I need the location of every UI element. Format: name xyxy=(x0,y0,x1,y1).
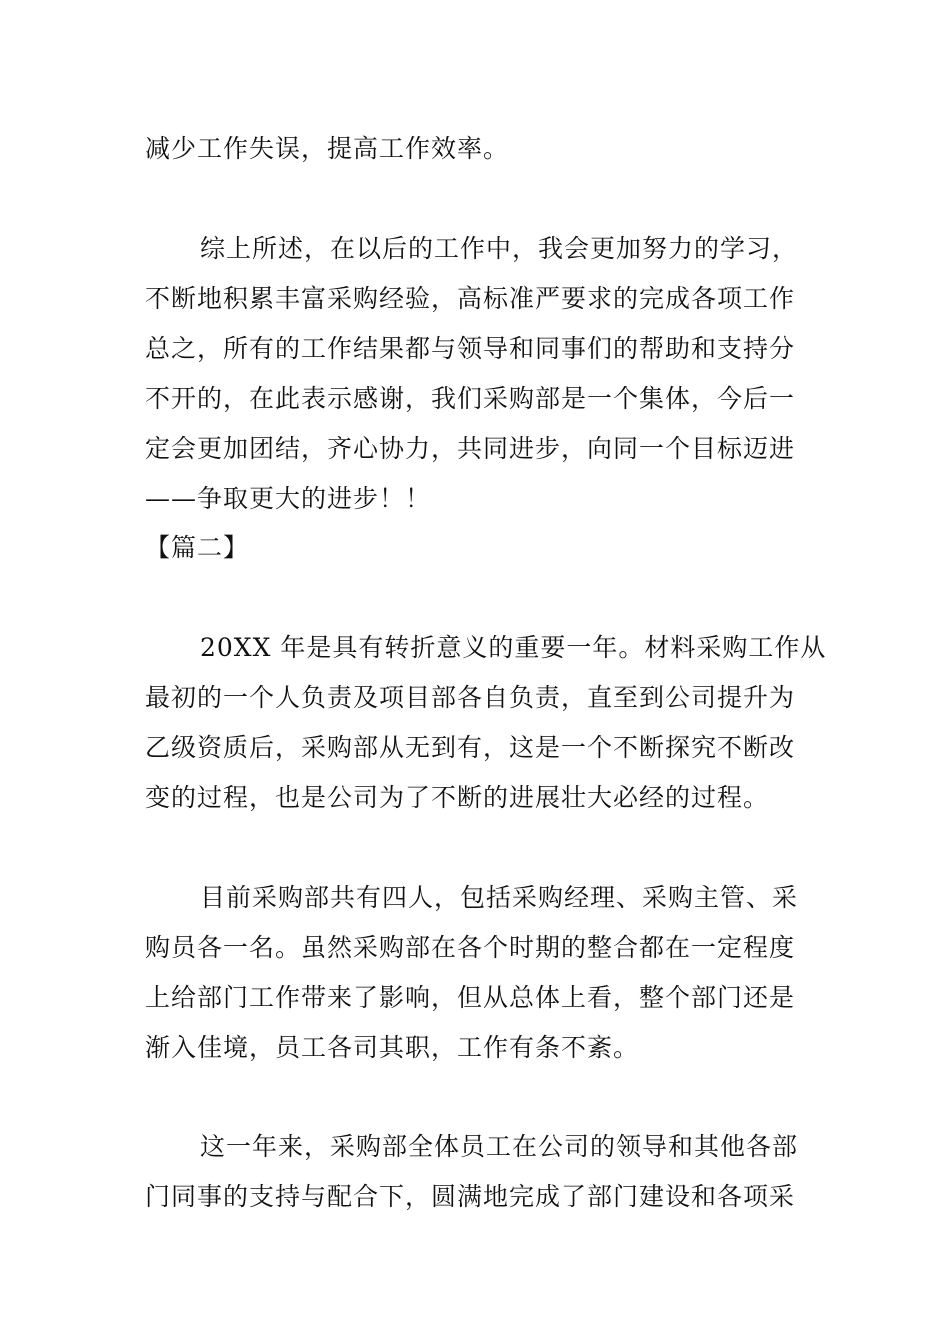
text-line: 变的过程，也是公司为了不断的进展壮大必经的过程。 xyxy=(145,783,770,812)
text-line: ——争取更大的进步！！ xyxy=(145,484,432,513)
text-line: 定会更加团结，齐心协力，共同进步，向同一个目标迈进 xyxy=(145,434,796,463)
text-line: 门同事的支持与配合下，圆满地完成了部门建设和各项采 xyxy=(145,1182,796,1211)
text-line: 减少工作失误，提高工作效率。 xyxy=(145,134,510,163)
text-line: 购员各一名。虽然采购部在各个时期的整合都在一定程度 xyxy=(145,933,796,962)
text-line: 不断地积累丰富采购经验，高标准严要求的完成各项工作 xyxy=(145,284,796,313)
text-line: 综上所述，在以后的工作中，我会更加努力的学习， xyxy=(200,234,799,263)
text-line: 渐入佳境，员工各司其职，工作有条不紊。 xyxy=(145,1033,640,1062)
text-line: 乙级资质后，采购部从无到有，这是一个不断探究不断改 xyxy=(145,733,796,762)
text-line: 这一年来，采购部全体员工在公司的领导和其他各部 xyxy=(200,1132,799,1161)
text-line: 目前采购部共有四人，包括采购经理、采购主管、采 xyxy=(200,883,799,912)
text-line: 不开的，在此表示感谢，我们采购部是一个集体，今后一 xyxy=(145,384,796,413)
text-line: 最初的一个人负责及项目部各自负责，直至到公司提升为 xyxy=(145,683,796,712)
text-line: 总之，所有的工作结果都与领导和同事们的帮助和支持分 xyxy=(145,334,796,363)
text-line: 上给部门工作带来了影响，但从总体上看，整个部门还是 xyxy=(145,983,796,1012)
text-line: 20XX 年是具有转折意义的重要一年。材料采购工作从 xyxy=(200,633,827,662)
section-heading: 【篇二】 xyxy=(145,533,250,562)
